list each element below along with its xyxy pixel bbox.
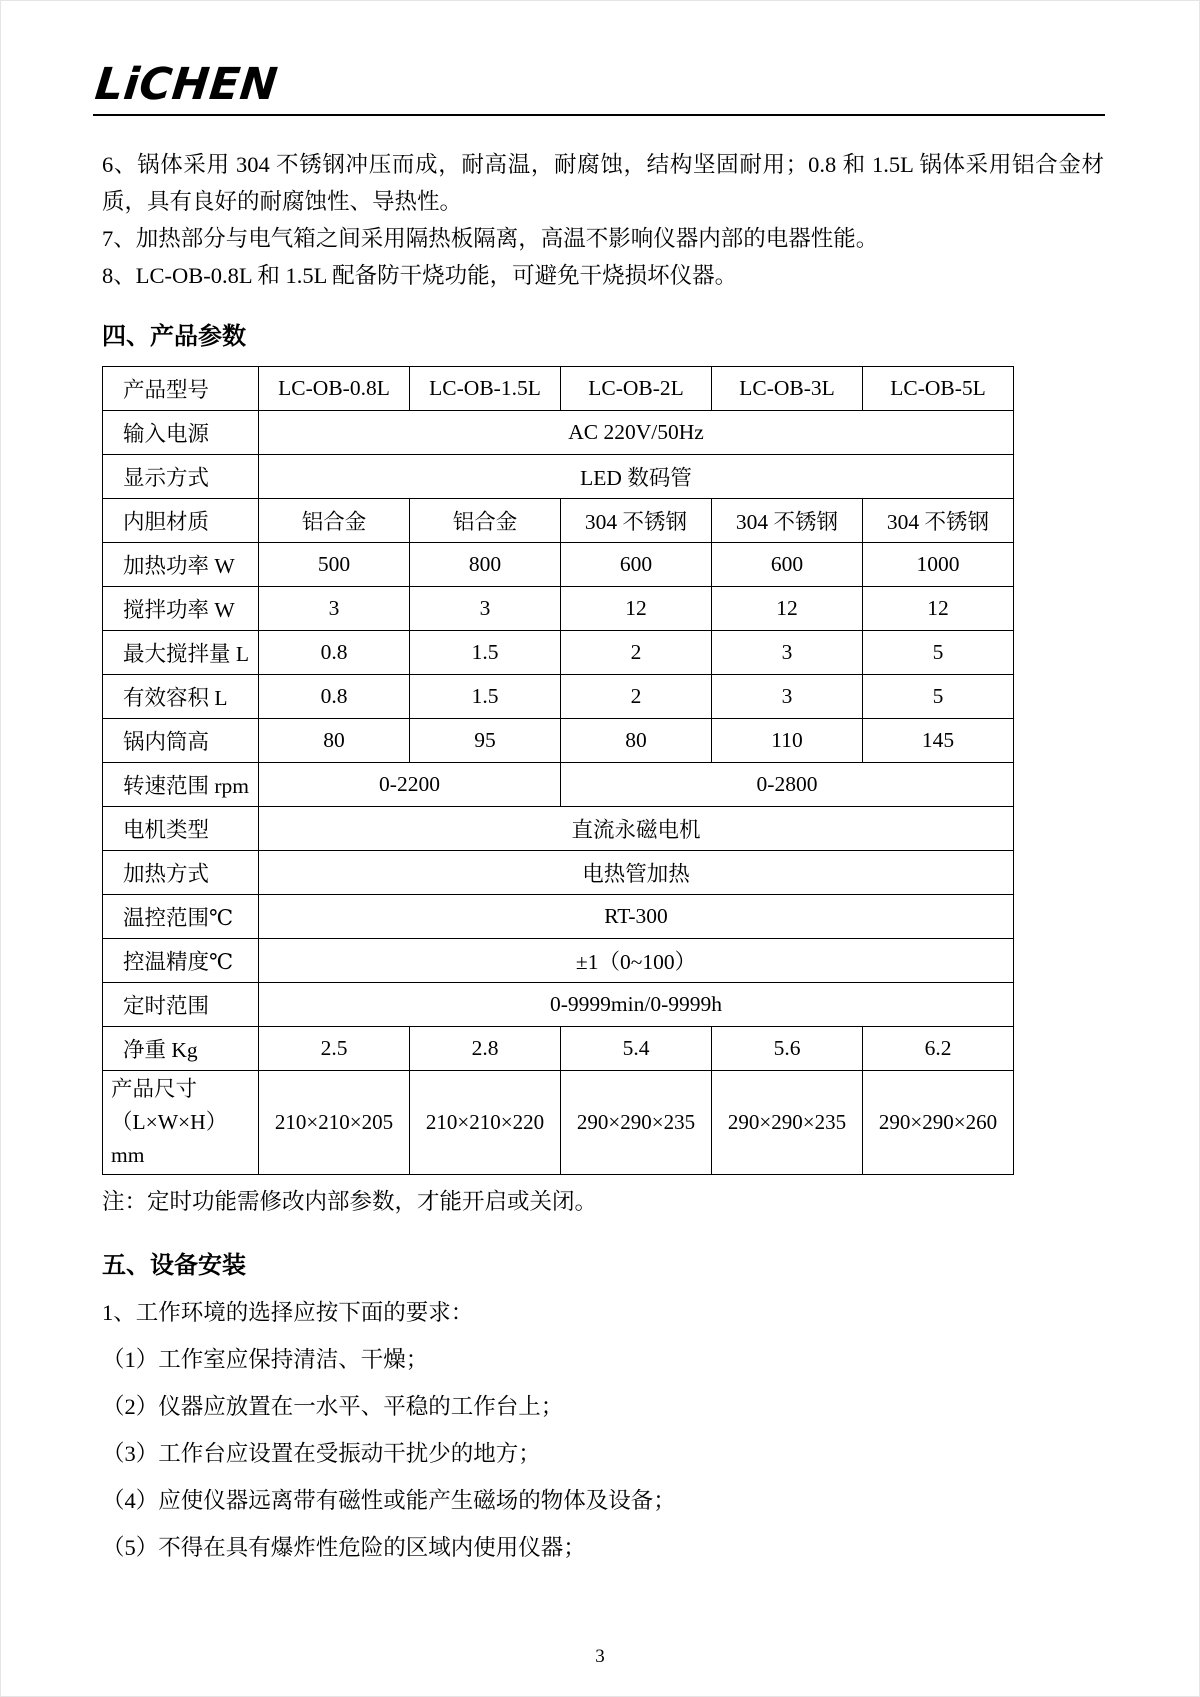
spec-value-cell: 3 xyxy=(712,631,863,675)
spec-value-cell: 110 xyxy=(712,719,863,763)
spec-value-cell: 1000 xyxy=(863,543,1014,587)
spec-value-cell: 145 xyxy=(863,719,1014,763)
spec-value-cell: 600 xyxy=(561,543,712,587)
install-requirement-2: （2）仪器应放置在一水平、平稳的工作台上； xyxy=(102,1394,564,1419)
spec-table-row xyxy=(103,1071,1014,1175)
install-requirement-1: （1）工作室应保持清洁、干燥； xyxy=(102,1347,429,1372)
spec-table-row xyxy=(103,587,1014,631)
spec-table-row xyxy=(103,675,1014,719)
spec-row-label: 电机类型 xyxy=(103,807,259,851)
spec-value-cell: LED 数码管 xyxy=(259,455,1014,499)
spec-value-cell: 0.8 xyxy=(259,631,410,675)
spec-table-row xyxy=(103,631,1014,675)
spec-row-label: 锅内筒高 xyxy=(103,719,259,763)
spec-value-cell: 5 xyxy=(863,631,1014,675)
spec-row-label: 控温精度℃ xyxy=(103,939,259,983)
spec-value-cell: 3 xyxy=(259,587,410,631)
spec-value-cell: 2.5 xyxy=(259,1027,410,1071)
spec-value-cell: RT-300 xyxy=(259,895,1014,939)
spec-value-cell: 2.8 xyxy=(410,1027,561,1071)
section-title-installation: 五、设备安装 xyxy=(102,1253,246,1279)
spec-value-cell: 3 xyxy=(712,675,863,719)
spec-value-cell: 5.6 xyxy=(712,1027,863,1071)
spec-table-row xyxy=(103,499,1014,543)
spec-table-row xyxy=(103,411,1014,455)
install-requirement-4: （4）应使仪器远离带有磁性或能产生磁场的物体及设备； xyxy=(102,1488,676,1513)
spec-value-cell: 290×290×235 xyxy=(712,1071,863,1175)
spec-value-cell: 600 xyxy=(712,543,863,587)
spec-value-cell: 电热管加热 xyxy=(259,851,1014,895)
spec-value-cell: 2 xyxy=(561,631,712,675)
spec-value-cell: 0-2200 xyxy=(259,763,561,807)
spec-row-label: 内胆材质 xyxy=(103,499,259,543)
spec-value-cell: 1.5 xyxy=(410,631,561,675)
spec-value-cell: 304 不锈钢 xyxy=(863,499,1014,543)
spec-table-row xyxy=(103,807,1014,851)
spec-value-cell: 2 xyxy=(561,675,712,719)
install-step-1: 1、工作环境的选择应按下面的要求： xyxy=(102,1300,474,1325)
spec-value-cell: LC-OB-0.8L xyxy=(259,367,410,411)
spec-row-label: 温控范围℃ xyxy=(103,895,259,939)
spec-row-label: 显示方式 xyxy=(103,455,259,499)
spec-value-cell: 3 xyxy=(410,587,561,631)
spec-table-row xyxy=(103,367,1014,411)
table-note: 注：定时功能需修改内部参数，才能开启或关闭。 xyxy=(102,1189,598,1214)
spec-row-label: 输入电源 xyxy=(103,411,259,455)
product-spec-table-body xyxy=(103,367,1014,1175)
spec-table-row xyxy=(103,1027,1014,1071)
spec-value-cell: 0.8 xyxy=(259,675,410,719)
spec-table-row xyxy=(103,895,1014,939)
spec-table-row xyxy=(103,983,1014,1027)
paragraph-item-8: 8、LC-OB-0.8L 和 1.5L 配备防干烧功能，可避免干烧损坏仪器。 xyxy=(102,263,738,288)
spec-table-row xyxy=(103,719,1014,763)
spec-value-cell: 290×290×235 xyxy=(561,1071,712,1175)
spec-value-cell: 铝合金 xyxy=(259,499,410,543)
spec-row-label: 转速范围 rpm xyxy=(103,763,259,807)
spec-value-cell: 5 xyxy=(863,675,1014,719)
spec-table-row xyxy=(103,939,1014,983)
paragraph-item-6: 6、锅体采用 304 不锈钢冲压而成，耐高温，耐腐蚀，结构坚固耐用；0.8 和 1.5L 锅体采用铝合金材质，具有良好的耐腐蚀性、导热性。 xyxy=(102,152,1104,214)
spec-table-row xyxy=(103,851,1014,895)
spec-value-cell: 12 xyxy=(712,587,863,631)
spec-value-cell: 80 xyxy=(561,719,712,763)
spec-row-label-line: （L×W×H）mm xyxy=(111,1110,228,1167)
spec-row-label: 加热方式 xyxy=(103,851,259,895)
page-number: 3 xyxy=(595,1646,605,1667)
spec-value-cell: 304 不锈钢 xyxy=(712,499,863,543)
spec-value-cell: LC-OB-2L xyxy=(561,367,712,411)
spec-value-cell: 直流永磁电机 xyxy=(259,807,1014,851)
spec-value-cell: LC-OB-1.5L xyxy=(410,367,561,411)
spec-value-cell: 210×210×205 xyxy=(259,1071,410,1175)
spec-value-cell: ±1（0~100） xyxy=(259,939,1014,983)
product-spec-table xyxy=(102,366,1014,1175)
spec-value-cell: 0-9999min/0-9999h xyxy=(259,983,1014,1027)
spec-value-cell: 6.2 xyxy=(863,1027,1014,1071)
spec-table-row xyxy=(103,455,1014,499)
spec-value-cell: 210×210×220 xyxy=(410,1071,561,1175)
lichen-logo: LiCHEN xyxy=(92,59,281,110)
spec-row-label: 有效容积 L xyxy=(103,675,259,719)
paragraph-item-7: 7、加热部分与电气箱之间采用隔热板隔离，高温不影响仪器内部的电器性能。 xyxy=(102,226,879,251)
spec-value-cell: LC-OB-5L xyxy=(863,367,1014,411)
spec-value-cell: 铝合金 xyxy=(410,499,561,543)
install-requirement-5: （5）不得在具有爆炸性危险的区域内使用仪器； xyxy=(102,1535,586,1560)
spec-row-label: 产品型号 xyxy=(103,367,259,411)
installation-list xyxy=(102,1289,1104,1571)
spec-row-label: 最大搅拌量 L xyxy=(103,631,259,675)
document-header xyxy=(1,1,1199,116)
spec-row-label xyxy=(103,1071,259,1175)
document-content xyxy=(1,116,1199,1571)
spec-value-cell: 0-2800 xyxy=(561,763,1014,807)
spec-row-label: 定时范围 xyxy=(103,983,259,1027)
spec-table-row xyxy=(103,543,1014,587)
spec-value-cell: 800 xyxy=(410,543,561,587)
install-requirement-3: （3）工作台应设置在受振动干扰少的地方； xyxy=(102,1441,541,1466)
spec-value-cell: 1.5 xyxy=(410,675,561,719)
section-title-product-parameters: 四、产品参数 xyxy=(102,324,246,350)
spec-row-label: 加热功率 W xyxy=(103,543,259,587)
spec-row-label: 搅拌功率 W xyxy=(103,587,259,631)
spec-row-label: 净重 Kg xyxy=(103,1027,259,1071)
spec-value-cell: 290×290×260 xyxy=(863,1071,1014,1175)
spec-value-cell: 500 xyxy=(259,543,410,587)
spec-value-cell: 95 xyxy=(410,719,561,763)
spec-value-cell: AC 220V/50Hz xyxy=(259,411,1014,455)
spec-value-cell: LC-OB-3L xyxy=(712,367,863,411)
spec-value-cell: 304 不锈钢 xyxy=(561,499,712,543)
spec-row-label-line: 产品尺寸 xyxy=(111,1077,198,1101)
spec-value-cell: 5.4 xyxy=(561,1027,712,1071)
spec-table-row xyxy=(103,763,1014,807)
spec-value-cell: 12 xyxy=(561,587,712,631)
spec-value-cell: 80 xyxy=(259,719,410,763)
spec-value-cell: 12 xyxy=(863,587,1014,631)
